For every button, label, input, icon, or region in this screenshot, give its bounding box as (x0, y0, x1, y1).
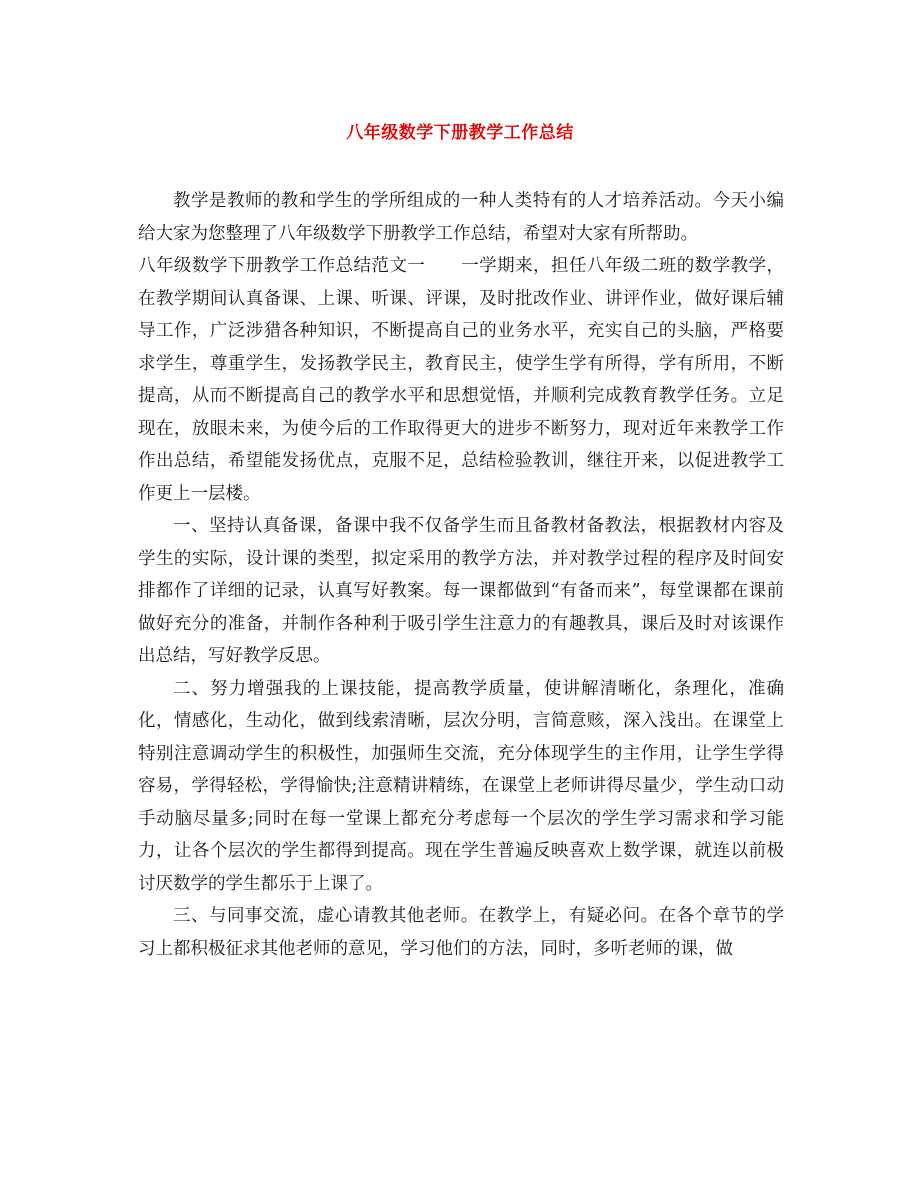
paragraph-intro: 教学是教师的教和学生的学所组成的一种人类特有的人才培养活动。今天小编给大家为您整理了八年级数学下册教学工作总结，希望对大家有所帮助。 (138, 191, 784, 244)
paragraph-sample-one: 八年级数学下册教学工作总结范文一 一学期来，担任八年级二班的数学教学，在教学期间认真备课、上课、听课、评课，及时批改作业、讲评作业，做好课后辅导工作，广泛涉猎各种知识，不断提高自己的业务水平，充实自己的头脑，严格要求学生，尊重学生，发扬教学民主，教育民主，使学生学有所得，学有所用，不断提高，从而不断提高自己的教学水平和思想觉悟，并顺利完成教育教学任务。立足现在，放眼未来，为使今后的工作取得更大的进步不断努力，现对近年来教学工作作出总结，希望能发扬优点，克服不足，总结检验教训，继往开来，以促进教学工作更上一层楼。 (138, 256, 784, 504)
paragraph-section-two: 二、努力增强我的上课技能，提高教学质量，使讲解清晰化，条理化，准确化，情感化，生动化，做到线索清晰，层次分明，言简意赅，深入浅出。在课堂上特别注意调动学生的积极性，加强师生交流，充分体现学生的主作用，让学生学得容易，学得轻松，学得愉快;注意精讲精练，在课堂上老师讲得尽量少，学生动口动手动脑尽量多;同时在每一堂课上都充分考虑每一个层次的学生学习需求和学习能力，让各个层次的学生都得到提高。现在学生普遍反映喜欢上数学课，就连以前极讨厌数学的学生都乐于上课了。 (138, 678, 784, 894)
document-title: 八年级数学下册教学工作总结 (346, 123, 574, 143)
document-body (138, 185, 784, 965)
paragraph-section-one: 一、坚持认真备课，备课中我不仅备学生而且备教材备教法，根据教材内容及学生的实际，设计课的类型，拟定采用的教学方法，并对教学过程的程序及时间安排都作了详细的记录，认真写好教案。每一课都做到“有备而来”，每堂课都在课前做好充分的准备，并制作各种利于吸引学生注意力的有趣教具，课后及时对该课作出总结，写好教学反思。 (138, 516, 784, 666)
paragraph-section-three: 三、与同事交流，虚心请教其他老师。在教学上，有疑必问。在各个章节的学习上都积极征求其他老师的意见，学习他们的方法，同时，多听老师的课，做 (138, 906, 784, 959)
